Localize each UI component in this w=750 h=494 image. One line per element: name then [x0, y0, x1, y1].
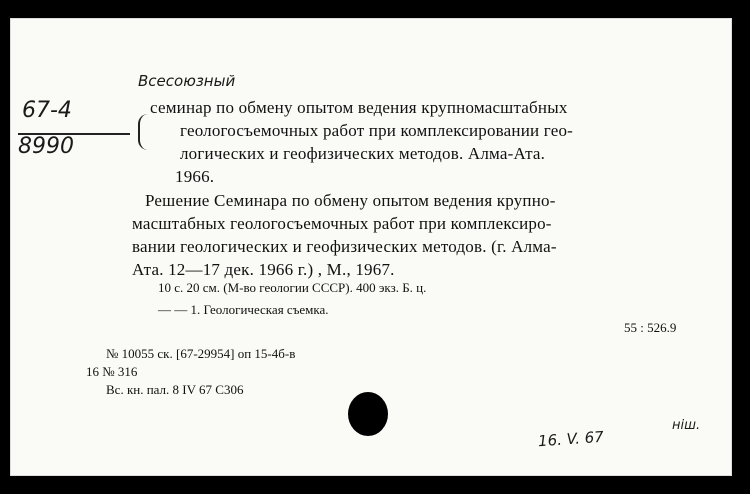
- subject-heading: — — 1. Геологическая съемка.: [158, 302, 329, 317]
- catalog-card: [10, 18, 732, 476]
- handwritten-date: 16. V. 67: [537, 427, 605, 451]
- title-line-4: 1966.: [175, 167, 215, 186]
- handwritten-header: Всесоюзный: [138, 72, 236, 90]
- registration-line-1: № 10055 ск. [67-29954] оп 15-4б-в: [106, 346, 296, 361]
- registration-line-3: Вс. кн. пал. 8 IV 67 С306: [106, 382, 244, 397]
- body-line-4: Ата. 12—17 дек. 1966 г.) , М., 1967.: [132, 260, 395, 279]
- body-line-3: вании геологических и геофизических методов. (г. Алма-: [132, 237, 557, 256]
- title-line-1: семинар по обмену опытом ведения крупномасштабных: [150, 98, 568, 117]
- body-line-2: масштабных геологосъемочных работ при комплексиро-: [132, 214, 552, 233]
- registration-line-2: 16 № 316: [86, 364, 138, 379]
- shelfmark-top: 67-4: [22, 98, 72, 123]
- classification-number: 55 : 526.9: [624, 320, 677, 335]
- handwritten-note: нiш.: [672, 418, 701, 433]
- body-line-1: Решение Семинара по обмену опытом ведения крупно-: [145, 191, 556, 210]
- title-line-3: логических и геофизических методов. Алма-Ата.: [180, 144, 546, 163]
- ink-blot: [348, 392, 388, 436]
- bracket-mark: [138, 114, 154, 150]
- shelfmark-bottom: 8990: [18, 134, 74, 159]
- collation: 10 с. 20 см. (М-во геологии СССР). 400 экз. Б. ц.: [158, 280, 427, 295]
- title-line-2: геологосъемочных работ при комплексировании гео-: [180, 121, 574, 140]
